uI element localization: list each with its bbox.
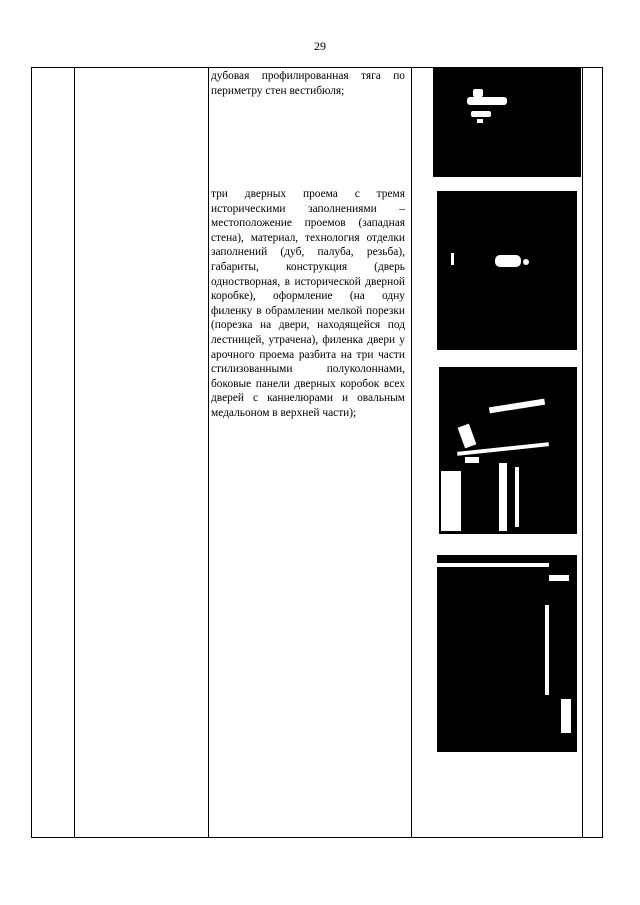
cell-text-doors: три дверных проема с тремя историческими заполнениями – местоположение проемов (западная стена), материал, технология отделки заполнений (дуб, палуба, резьба), габариты, конструкция (дверь одностворная, в исторической дверной коробке), оформление (на одну филенку в обрамлении мелкой порезки (порезка на двери, находящейся под лестницей, утрачена), филенка двери у арочного проема разбита на три части стилизованными полуколоннами, боковые панели дверных коробок всех дверей с каннелюрами и овальным медальоном в верхней части); xyxy=(211,188,405,419)
column-divider-1 xyxy=(74,68,75,837)
column-divider-4 xyxy=(582,68,583,837)
photo-door-panel xyxy=(437,549,577,752)
photo-cornice xyxy=(433,67,581,177)
cell-text-cornice: дубовая профилированная тяга по периметру стен вестибюля; xyxy=(211,70,405,97)
column-divider-3 xyxy=(411,68,412,837)
photo-door-1 xyxy=(437,191,577,350)
column-divider-2 xyxy=(208,68,209,837)
photo-door-2 xyxy=(439,367,577,534)
page-number: 29 xyxy=(314,39,326,53)
